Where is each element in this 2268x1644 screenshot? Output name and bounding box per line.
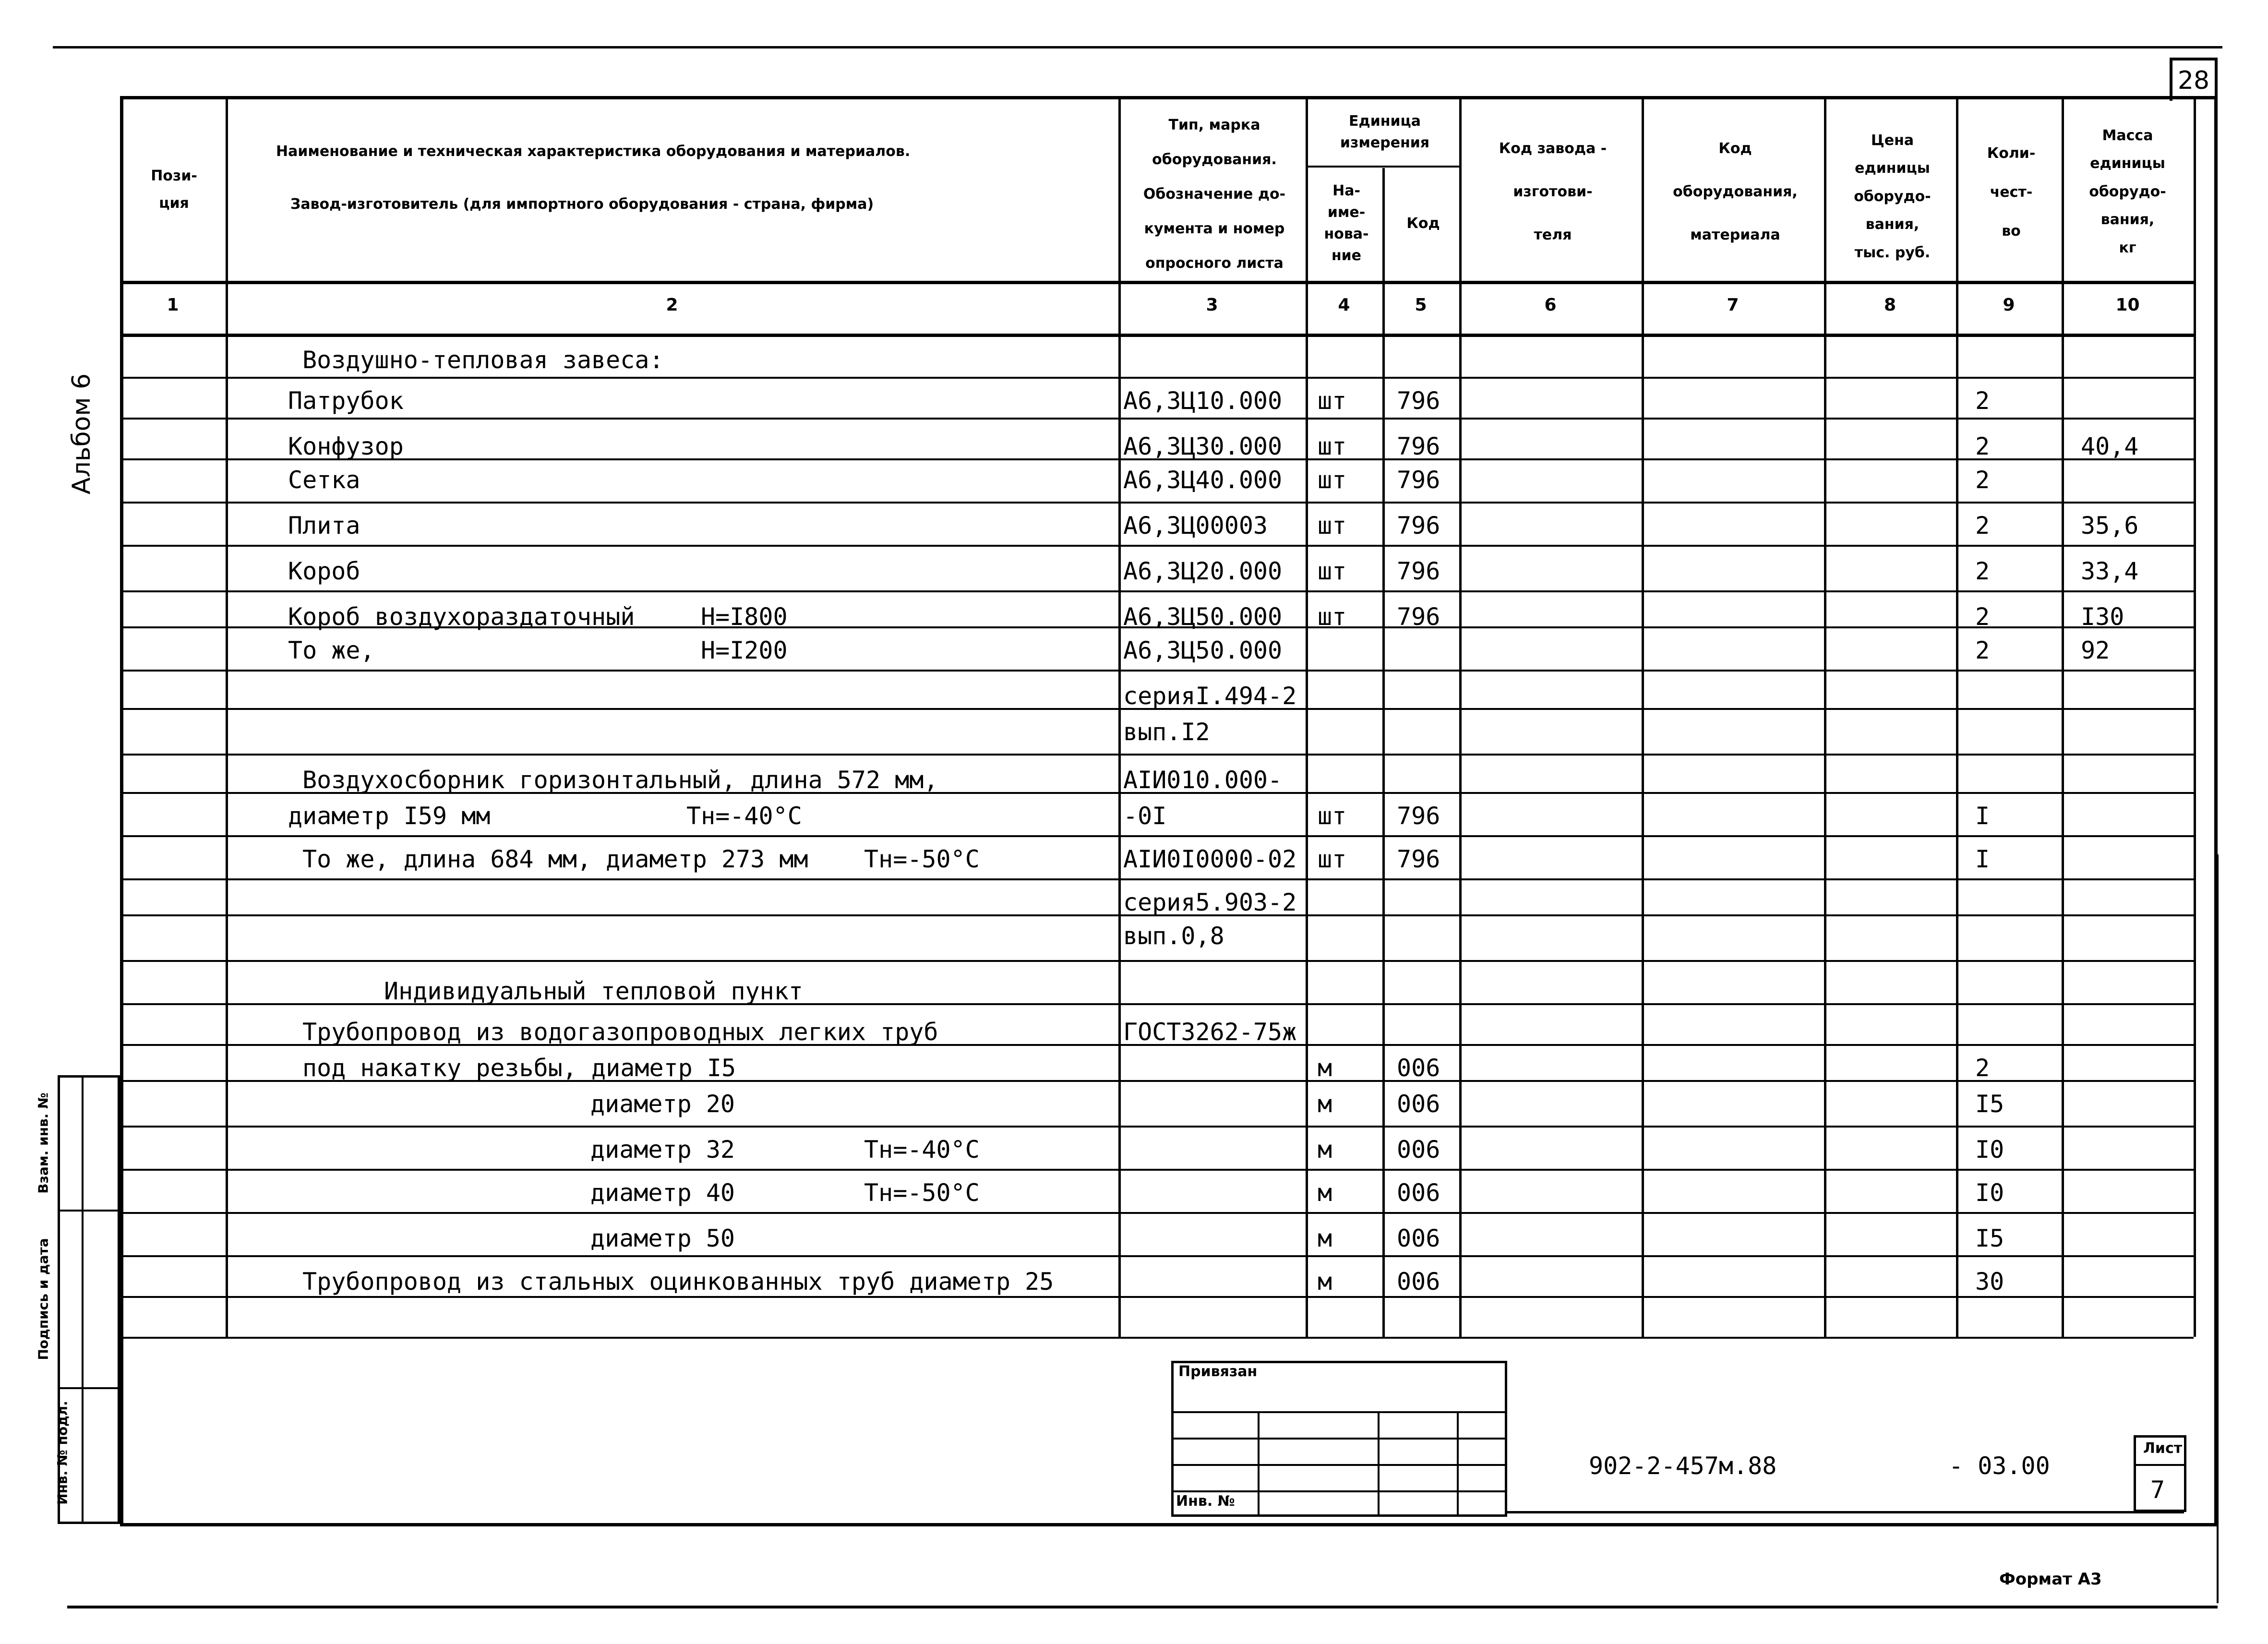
- row-name: диаметр I59 мм: [288, 802, 491, 830]
- row-name: Короб воздухораздаточный: [288, 603, 635, 631]
- header-name-line1: Наименование и техническая характеристика оборудования и материалов.: [276, 143, 911, 160]
- row-line: [120, 878, 2194, 880]
- row-line: [120, 670, 2194, 672]
- row-type: А6,ЗЦ50.000: [1123, 603, 1283, 631]
- header-name-line2: Завод-изготовитель (для импортного оборудования - страна, фирма): [290, 195, 874, 213]
- row-name-extra: Тн=-40°С: [864, 1136, 980, 1164]
- row-mass: 40,4: [2081, 432, 2139, 460]
- row-type: А6,ЗЦ00003: [1123, 512, 1268, 540]
- row-type: ГОСТ3262-75ж: [1123, 1018, 1297, 1046]
- row-unit: шт: [1318, 512, 1347, 540]
- row-name: Трубопровод из водогазопроводных легких труб: [302, 1018, 938, 1046]
- row-qty: 2: [1975, 557, 1990, 585]
- row-unit: шт: [1318, 466, 1347, 494]
- row-mass: 92: [2081, 636, 2110, 664]
- side-stamp-replace: Взам. инв. №: [35, 1092, 51, 1194]
- right-border-line: [2217, 854, 2219, 1603]
- row-qty: 2: [1975, 466, 1990, 494]
- row-unit-code: 796: [1397, 432, 1440, 460]
- sheet-number-box: [2170, 58, 2218, 101]
- row-qty: I5: [1975, 1224, 2004, 1252]
- row-line: [120, 418, 2194, 420]
- row-name: диаметр 50: [590, 1224, 735, 1252]
- row-qty: I0: [1975, 1136, 2004, 1164]
- row-line: [120, 377, 2194, 379]
- row-unit-code: 006: [1397, 1224, 1440, 1252]
- row-type: АIИ010.000-: [1123, 766, 1283, 794]
- row-type: вып.I2: [1123, 718, 1210, 746]
- row-mass: 33,4: [2081, 557, 2139, 585]
- column-number: 4: [1338, 295, 1350, 315]
- col-line: [2194, 96, 2196, 1337]
- row-name: Патрубок: [288, 387, 404, 415]
- row-name: Плита: [288, 512, 360, 540]
- row-line: [120, 960, 2194, 962]
- header-qty: Коли- чест- во: [1987, 144, 2036, 240]
- row-name: под накатку резьбы, диаметр I5: [302, 1054, 736, 1082]
- row-unit: шт: [1318, 845, 1347, 873]
- row-qty: 2: [1975, 512, 1990, 540]
- tb-vline-1: [1258, 1411, 1260, 1517]
- tb-vline-2: [1378, 1411, 1380, 1517]
- side-stamp-divider: [82, 1075, 84, 1524]
- row-type: А6,ЗЦ10.000: [1123, 387, 1283, 415]
- row-unit: м: [1318, 1224, 1332, 1252]
- top-border-line: [53, 46, 2222, 48]
- row-qty: I0: [1975, 1179, 2004, 1207]
- column-number: 9: [2003, 295, 2015, 315]
- row-qty: I: [1975, 845, 1990, 873]
- column-number: 7: [1727, 295, 1739, 315]
- row-name: Трубопровод из стальных оцинкованных труб диаметр 25: [302, 1268, 1054, 1296]
- col-line: [1382, 168, 1385, 1337]
- side-stamp-sep-1: [58, 1210, 120, 1212]
- column-number: 6: [1544, 295, 1557, 315]
- row-line: [1306, 166, 1459, 168]
- row-name: диаметр 32: [590, 1136, 735, 1164]
- row-unit: м: [1318, 1136, 1332, 1164]
- column-number: 8: [1884, 295, 1896, 315]
- row-unit-code: 796: [1397, 466, 1440, 494]
- row-unit-code: 006: [1397, 1090, 1440, 1118]
- row-unit: шт: [1318, 432, 1347, 460]
- row-name-extra: Тн=-40°С: [686, 802, 802, 830]
- bottom-border-line: [67, 1606, 2218, 1608]
- row-line: [120, 545, 2194, 547]
- row-unit: м: [1318, 1090, 1332, 1118]
- header-unit-group: Единица измерения: [1340, 113, 1430, 151]
- row-name-extra: Тн=-50°С: [864, 1179, 980, 1207]
- column-number: 1: [167, 295, 179, 315]
- column-number: 2: [666, 295, 678, 315]
- column-number: 5: [1415, 295, 1427, 315]
- row-unit-code: 796: [1397, 387, 1440, 415]
- row-qty: 2: [1975, 603, 1990, 631]
- row-qty: 2: [1975, 636, 1990, 664]
- row-unit: шт: [1318, 802, 1347, 830]
- row-name: диаметр 20: [590, 1090, 735, 1118]
- row-name: Воздушно-тепловая завеса:: [302, 346, 664, 374]
- row-line: [120, 1296, 2194, 1298]
- row-name-extra: Н=I200: [701, 636, 788, 664]
- header-price: Цена единицы оборудо- вания, тыс. руб.: [1854, 132, 1931, 261]
- row-line: [120, 502, 2194, 504]
- row-type: серияI.494-2: [1123, 682, 1297, 710]
- row-unit: м: [1318, 1268, 1332, 1296]
- row-unit-code: 796: [1397, 802, 1440, 830]
- row-qty: 2: [1975, 1054, 1990, 1082]
- row-name: Индивидуальный тепловой пункт: [384, 977, 803, 1005]
- row-unit-code: 796: [1397, 512, 1440, 540]
- row-unit-code: 796: [1397, 845, 1440, 873]
- tb-vline-3: [1457, 1411, 1459, 1517]
- row-unit-code: 796: [1397, 557, 1440, 585]
- row-line: [120, 835, 2194, 837]
- row-name: Воздухосборник горизонтальный, длина 572 мм,: [302, 766, 938, 794]
- row-type: А6,ЗЦ30.000: [1123, 432, 1283, 460]
- row-name-extra: Тн=-50°С: [864, 845, 980, 873]
- side-stamp-inv: Инв. № подл.: [54, 1401, 71, 1505]
- doc-code: 902-2-457м.88: [1589, 1452, 1777, 1480]
- header-equip-code: Код оборудования, материала: [1673, 140, 1798, 243]
- row-line: [120, 754, 2194, 756]
- side-stamp-sign: Подпись и дата: [35, 1238, 51, 1360]
- column-number: 3: [1206, 295, 1218, 315]
- row-line: [120, 1212, 2194, 1214]
- row-unit-code: 006: [1397, 1054, 1440, 1082]
- row-type: А6,ЗЦ50.000: [1123, 636, 1283, 664]
- row-line: [120, 1255, 2194, 1257]
- header-mass: Масса единицы оборудо- вания, кг: [2089, 127, 2166, 256]
- row-type: АIИ0I0000-02: [1123, 845, 1297, 873]
- row-unit-code: 006: [1397, 1136, 1440, 1164]
- format-label: Формат А3: [1999, 1570, 2102, 1589]
- row-type: -0I: [1123, 802, 1167, 830]
- row-name: Сетка: [288, 466, 360, 494]
- stamp-inv: Инв. №: [1176, 1493, 1235, 1510]
- row-unit: м: [1318, 1054, 1332, 1082]
- row-unit-code: 006: [1397, 1179, 1440, 1207]
- sheet-number: 28: [2177, 66, 2210, 95]
- row-line: [120, 334, 2194, 337]
- row-line: [120, 1169, 2194, 1171]
- row-name: Конфузор: [288, 432, 404, 460]
- row-type: А6,ЗЦ20.000: [1123, 557, 1283, 585]
- row-type: А6,ЗЦ40.000: [1123, 466, 1283, 494]
- row-qty: I5: [1975, 1090, 2004, 1118]
- tb-bottom-line: [1507, 1511, 2184, 1513]
- row-line: [120, 1126, 2194, 1128]
- row-mass: I30: [2081, 603, 2124, 631]
- row-unit: м: [1318, 1179, 1332, 1207]
- row-name: То же,: [288, 636, 375, 664]
- row-unit: шт: [1318, 603, 1347, 631]
- sheet-box-line: [2134, 1464, 2186, 1466]
- album-label: Альбом 6: [67, 373, 96, 494]
- row-unit: шт: [1318, 557, 1347, 585]
- row-name: диаметр 40: [590, 1179, 735, 1207]
- row-unit-code: 006: [1397, 1268, 1440, 1296]
- header-type: Тип, марка оборудования. Обозначение до- кумента и номер опросного листа: [1143, 117, 1286, 272]
- row-unit-code: 796: [1397, 603, 1440, 631]
- header-plant-code: Код завода - изготови- теля: [1499, 140, 1607, 243]
- row-line: [120, 590, 2194, 592]
- row-qty: I: [1975, 802, 1990, 830]
- row-line: [120, 281, 2194, 284]
- row-name-extra: Н=I800: [701, 603, 788, 631]
- column-number: 10: [2115, 295, 2140, 315]
- stamp-linked: Привязан: [1178, 1363, 1258, 1380]
- row-qty: 30: [1975, 1268, 2004, 1296]
- row-name: Короб: [288, 557, 360, 585]
- row-type: серия5.903-2: [1123, 888, 1297, 916]
- header-unit-code: Код: [1406, 215, 1440, 232]
- row-line: [120, 1337, 2194, 1339]
- row-name: То же, длина 684 мм, диаметр 273 мм: [302, 845, 808, 873]
- header-unit-name: На- име- нова- ние: [1324, 182, 1369, 264]
- row-mass: 35,6: [2081, 512, 2139, 540]
- row-unit: шт: [1318, 387, 1347, 415]
- row-qty: 2: [1975, 432, 1990, 460]
- row-qty: 2: [1975, 387, 1990, 415]
- row-type: вып.0,8: [1123, 922, 1224, 950]
- sheet-label: Лист: [2143, 1440, 2183, 1457]
- sheet-value: 7: [2150, 1476, 2165, 1504]
- header-position: Пози- ция: [151, 168, 197, 212]
- doc-suffix: - 03.00: [1949, 1452, 2050, 1480]
